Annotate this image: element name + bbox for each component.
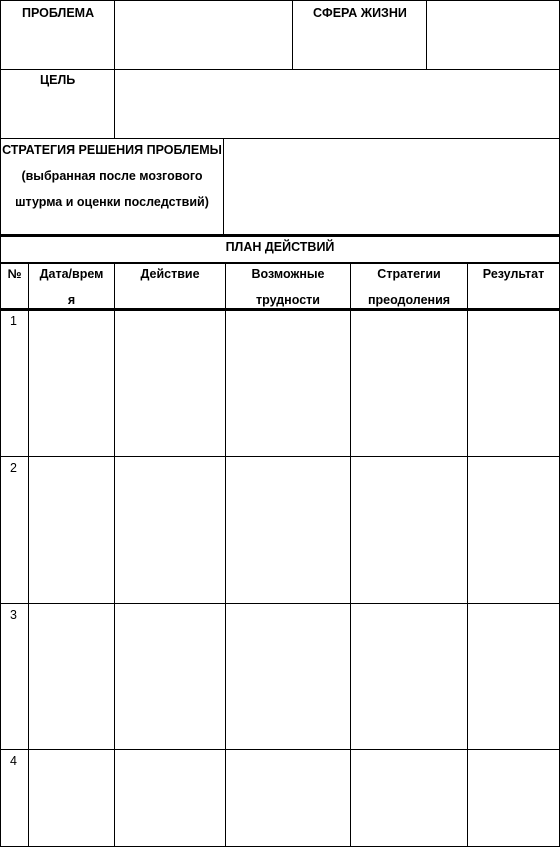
life-sphere-field[interactable] [427,1,559,69]
strategy-label [1,137,223,215]
column-header-line: преодоления [367,293,451,307]
divider [114,263,115,847]
column-header-difficulties [226,261,350,313]
column-header-strategies [351,261,467,313]
problem-label: ПРОБЛЕМА [22,6,95,20]
life-sphere-label: СФЕРА ЖИЗНИ [313,6,407,20]
column-header-line: Возможные [251,267,325,281]
row-number: 4 [10,754,17,768]
divider [0,0,1,847]
problem-field[interactable] [115,1,292,69]
row-number: 2 [10,461,17,475]
column-header-result: Результат [482,267,545,281]
goal-field[interactable] [115,70,559,138]
divider [0,603,560,604]
divider [467,263,468,847]
row-number: 1 [10,314,17,328]
strategy-field[interactable] [224,139,559,234]
column-header-line: я [67,293,76,307]
strategy-label-line: штурма и оценки последствий) [15,195,209,209]
column-header-date [29,261,114,313]
divider [28,263,29,847]
divider [292,0,293,70]
divider [0,749,560,750]
row-number: 3 [10,608,17,622]
divider [350,263,351,847]
strategy-label-line: (выбранная после мозгового [21,169,203,183]
column-header-line: Стратегии [377,267,441,281]
strategy-label-line: СТРАТЕГИЯ РЕШЕНИЯ ПРОБЛЕМЫ [2,143,222,157]
divider [225,263,226,847]
goal-label: ЦЕЛЬ [40,73,76,87]
column-header-action: Действие [140,267,200,281]
plan-title: ПЛАН ДЕЙСТВИЙ [225,240,335,254]
column-header-number: № [7,267,22,281]
column-header-line: Дата/врем [39,267,104,281]
divider [0,456,560,457]
column-header-line: трудности [256,293,320,307]
